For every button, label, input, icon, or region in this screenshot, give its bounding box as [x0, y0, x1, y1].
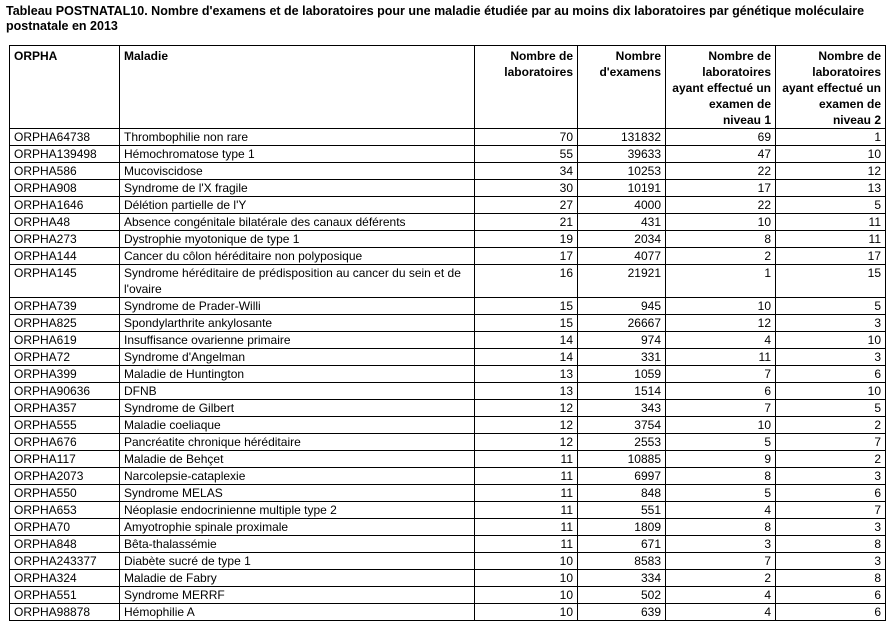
cell-orpha: ORPHA908 [10, 180, 120, 197]
cell-nombre-examens: 848 [578, 485, 666, 502]
table-row [10, 163, 886, 180]
cell-niveau-2: 7 [776, 502, 886, 519]
cell-maladie: Spondylarthrite ankylosante [120, 315, 475, 332]
cell-niveau-2: 8 [776, 536, 886, 553]
cell-nombre-examens: 1059 [578, 366, 666, 383]
table-row [10, 349, 886, 366]
cell-nombre-examens: 3754 [578, 417, 666, 434]
cell-maladie: Hémophilie A [120, 604, 475, 621]
cell-niveau-1: 10 [666, 214, 776, 231]
cell-orpha: ORPHA324 [10, 570, 120, 587]
cell-maladie: Cancer du côlon héréditaire non polyposique [120, 248, 475, 265]
cell-niveau-1: 2 [666, 570, 776, 587]
cell-nombre-examens: 6997 [578, 468, 666, 485]
cell-orpha: ORPHA243377 [10, 553, 120, 570]
cell-orpha: ORPHA399 [10, 366, 120, 383]
cell-orpha: ORPHA144 [10, 248, 120, 265]
table-body [10, 129, 886, 621]
table-row [10, 265, 886, 298]
cell-maladie: Maladie de Behçet [120, 451, 475, 468]
table-row [10, 383, 886, 400]
cell-niveau-2: 12 [776, 163, 886, 180]
cell-maladie: Maladie de Huntington [120, 366, 475, 383]
cell-nombre-laboratoires: 30 [475, 180, 578, 197]
cell-nombre-laboratoires: 10 [475, 604, 578, 621]
cell-orpha: ORPHA117 [10, 451, 120, 468]
cell-orpha: ORPHA848 [10, 536, 120, 553]
cell-nombre-laboratoires: 12 [475, 417, 578, 434]
cell-maladie: Syndrome de l'X fragile [120, 180, 475, 197]
cell-niveau-2: 11 [776, 231, 886, 248]
cell-orpha: ORPHA139498 [10, 146, 120, 163]
cell-nombre-laboratoires: 10 [475, 587, 578, 604]
cell-orpha: ORPHA145 [10, 265, 120, 298]
cell-nombre-examens: 431 [578, 214, 666, 231]
table-row [10, 434, 886, 451]
table-row [10, 417, 886, 434]
table-row [10, 451, 886, 468]
header-nombre-examens: Nombre d'examens [578, 46, 666, 129]
cell-niveau-1: 69 [666, 129, 776, 146]
cell-niveau-1: 10 [666, 298, 776, 315]
cell-niveau-1: 4 [666, 604, 776, 621]
cell-niveau-1: 4 [666, 502, 776, 519]
cell-niveau-1: 22 [666, 163, 776, 180]
header-row [10, 46, 886, 129]
cell-nombre-laboratoires: 13 [475, 383, 578, 400]
cell-maladie: Syndrome MERRF [120, 587, 475, 604]
cell-orpha: ORPHA653 [10, 502, 120, 519]
cell-niveau-1: 12 [666, 315, 776, 332]
cell-orpha: ORPHA739 [10, 298, 120, 315]
cell-maladie: DFNB [120, 383, 475, 400]
cell-nombre-laboratoires: 11 [475, 468, 578, 485]
cell-orpha: ORPHA72 [10, 349, 120, 366]
cell-niveau-2: 3 [776, 519, 886, 536]
table-row [10, 315, 886, 332]
cell-nombre-examens: 26667 [578, 315, 666, 332]
cell-maladie: Dystrophie myotonique de type 1 [120, 231, 475, 248]
cell-nombre-examens: 39633 [578, 146, 666, 163]
table-row [10, 197, 886, 214]
table-row [10, 146, 886, 163]
header-orpha: ORPHA [10, 46, 120, 129]
cell-nombre-examens: 1514 [578, 383, 666, 400]
cell-orpha: ORPHA98878 [10, 604, 120, 621]
cell-niveau-1: 4 [666, 587, 776, 604]
cell-nombre-examens: 331 [578, 349, 666, 366]
cell-niveau-2: 10 [776, 332, 886, 349]
cell-orpha: ORPHA551 [10, 587, 120, 604]
cell-nombre-laboratoires: 70 [475, 129, 578, 146]
table-row [10, 468, 886, 485]
cell-niveau-2: 6 [776, 587, 886, 604]
table-row [10, 536, 886, 553]
cell-niveau-2: 2 [776, 451, 886, 468]
cell-maladie: Syndrome d'Angelman [120, 349, 475, 366]
cell-niveau-2: 3 [776, 553, 886, 570]
cell-niveau-1: 10 [666, 417, 776, 434]
cell-niveau-2: 17 [776, 248, 886, 265]
cell-niveau-1: 5 [666, 485, 776, 502]
cell-nombre-examens: 2034 [578, 231, 666, 248]
cell-nombre-laboratoires: 11 [475, 502, 578, 519]
table-row [10, 129, 886, 146]
cell-maladie: Absence congénitale bilatérale des canaux déférents [120, 214, 475, 231]
cell-orpha: ORPHA676 [10, 434, 120, 451]
cell-niveau-2: 3 [776, 468, 886, 485]
cell-nombre-laboratoires: 16 [475, 265, 578, 298]
cell-nombre-laboratoires: 34 [475, 163, 578, 180]
cell-nombre-laboratoires: 11 [475, 536, 578, 553]
cell-niveau-2: 2 [776, 417, 886, 434]
cell-nombre-laboratoires: 10 [475, 553, 578, 570]
cell-orpha: ORPHA550 [10, 485, 120, 502]
cell-orpha: ORPHA825 [10, 315, 120, 332]
table-row [10, 214, 886, 231]
cell-niveau-1: 7 [666, 366, 776, 383]
cell-maladie: Syndrome de Prader-Willi [120, 298, 475, 315]
cell-niveau-2: 6 [776, 485, 886, 502]
table-row [10, 332, 886, 349]
cell-maladie: Syndrome MELAS [120, 485, 475, 502]
cell-nombre-examens: 2553 [578, 434, 666, 451]
cell-niveau-2: 13 [776, 180, 886, 197]
cell-niveau-2: 8 [776, 570, 886, 587]
caption-text: Nombre d'examens et de laboratoires pour une maladie étudiée par au moins dix laboratoires par génétique moléculaire postnatale en 2013 [6, 4, 865, 33]
cell-nombre-laboratoires: 12 [475, 434, 578, 451]
cell-orpha: ORPHA555 [10, 417, 120, 434]
cell-maladie: Amyotrophie spinale proximale [120, 519, 475, 536]
cell-orpha: ORPHA357 [10, 400, 120, 417]
cell-orpha: ORPHA273 [10, 231, 120, 248]
cell-orpha: ORPHA70 [10, 519, 120, 536]
cell-maladie: Narcolepsie-cataplexie [120, 468, 475, 485]
table-row [10, 604, 886, 621]
cell-orpha: ORPHA586 [10, 163, 120, 180]
cell-niveau-1: 7 [666, 400, 776, 417]
cell-niveau-2: 10 [776, 146, 886, 163]
cell-maladie: Insuffisance ovarienne primaire [120, 332, 475, 349]
cell-nombre-examens: 945 [578, 298, 666, 315]
table-row [10, 366, 886, 383]
cell-nombre-examens: 671 [578, 536, 666, 553]
cell-orpha: ORPHA64738 [10, 129, 120, 146]
cell-nombre-laboratoires: 15 [475, 298, 578, 315]
cell-maladie: Syndrome héréditaire de prédisposition au cancer du sein et de l'ovaire [120, 265, 475, 298]
cell-niveau-2: 10 [776, 383, 886, 400]
cell-nombre-laboratoires: 14 [475, 349, 578, 366]
cell-niveau-2: 5 [776, 400, 886, 417]
cell-orpha: ORPHA1646 [10, 197, 120, 214]
cell-nombre-examens: 21921 [578, 265, 666, 298]
cell-maladie: Néoplasie endocrinienne multiple type 2 [120, 502, 475, 519]
table-row [10, 485, 886, 502]
cell-nombre-examens: 334 [578, 570, 666, 587]
cell-niveau-2: 7 [776, 434, 886, 451]
cell-nombre-examens: 974 [578, 332, 666, 349]
cell-nombre-laboratoires: 21 [475, 214, 578, 231]
cell-niveau-1: 3 [666, 536, 776, 553]
cell-niveau-2: 3 [776, 349, 886, 366]
cell-nombre-laboratoires: 11 [475, 451, 578, 468]
cell-nombre-laboratoires: 13 [475, 366, 578, 383]
cell-maladie: Maladie coeliaque [120, 417, 475, 434]
cell-niveau-1: 47 [666, 146, 776, 163]
cell-nombre-laboratoires: 14 [475, 332, 578, 349]
cell-niveau-2: 3 [776, 315, 886, 332]
cell-nombre-laboratoires: 10 [475, 570, 578, 587]
header-nombre-laboratoires: Nombre de laboratoires [475, 46, 578, 129]
cell-maladie: Hémochromatose type 1 [120, 146, 475, 163]
cell-nombre-examens: 8583 [578, 553, 666, 570]
table-row [10, 248, 886, 265]
table-row [10, 231, 886, 248]
cell-maladie: Bêta-thalassémie [120, 536, 475, 553]
cell-niveau-2: 6 [776, 366, 886, 383]
cell-orpha: ORPHA48 [10, 214, 120, 231]
cell-nombre-examens: 131832 [578, 129, 666, 146]
cell-niveau-1: 11 [666, 349, 776, 366]
cell-maladie: Diabète sucré de type 1 [120, 553, 475, 570]
caption-prefix: Tableau POSTNATAL10. [6, 4, 148, 18]
table-row [10, 519, 886, 536]
cell-nombre-examens: 10885 [578, 451, 666, 468]
cell-nombre-examens: 551 [578, 502, 666, 519]
cell-orpha: ORPHA90636 [10, 383, 120, 400]
cell-niveau-2: 5 [776, 197, 886, 214]
cell-maladie: Maladie de Fabry [120, 570, 475, 587]
table-row [10, 587, 886, 604]
cell-nombre-laboratoires: 55 [475, 146, 578, 163]
cell-niveau-1: 2 [666, 248, 776, 265]
cell-niveau-1: 8 [666, 231, 776, 248]
cell-niveau-1: 6 [666, 383, 776, 400]
cell-niveau-1: 8 [666, 468, 776, 485]
cell-maladie: Syndrome de Gilbert [120, 400, 475, 417]
cell-nombre-examens: 343 [578, 400, 666, 417]
cell-maladie: Délétion partielle de l'Y [120, 197, 475, 214]
table-row [10, 400, 886, 417]
cell-orpha: ORPHA2073 [10, 468, 120, 485]
cell-niveau-1: 8 [666, 519, 776, 536]
cell-nombre-examens: 639 [578, 604, 666, 621]
cell-niveau-2: 15 [776, 265, 886, 298]
cell-nombre-laboratoires: 11 [475, 519, 578, 536]
cell-nombre-examens: 10253 [578, 163, 666, 180]
cell-nombre-laboratoires: 19 [475, 231, 578, 248]
cell-niveau-1: 17 [666, 180, 776, 197]
cell-maladie: Mucoviscidose [120, 163, 475, 180]
cell-niveau-1: 4 [666, 332, 776, 349]
header-niveau-2: Nombre de laboratoires ayant effectué un examen de niveau 2 [776, 46, 886, 129]
cell-nombre-examens: 502 [578, 587, 666, 604]
cell-niveau-1: 7 [666, 553, 776, 570]
data-table [9, 45, 886, 621]
cell-niveau-2: 5 [776, 298, 886, 315]
table-row [10, 553, 886, 570]
cell-nombre-examens: 4077 [578, 248, 666, 265]
cell-nombre-examens: 1809 [578, 519, 666, 536]
cell-niveau-2: 1 [776, 129, 886, 146]
cell-orpha: ORPHA619 [10, 332, 120, 349]
cell-nombre-laboratoires: 15 [475, 315, 578, 332]
cell-nombre-laboratoires: 17 [475, 248, 578, 265]
cell-niveau-1: 1 [666, 265, 776, 298]
header-maladie: Maladie [120, 46, 475, 129]
cell-niveau-1: 9 [666, 451, 776, 468]
table-row [10, 180, 886, 197]
cell-nombre-laboratoires: 12 [475, 400, 578, 417]
cell-niveau-2: 6 [776, 604, 886, 621]
cell-niveau-1: 5 [666, 434, 776, 451]
cell-nombre-examens: 4000 [578, 197, 666, 214]
cell-niveau-2: 11 [776, 214, 886, 231]
cell-nombre-laboratoires: 27 [475, 197, 578, 214]
cell-maladie: Thrombophilie non rare [120, 129, 475, 146]
table-row [10, 298, 886, 315]
header-niveau-1: Nombre de laboratoires ayant effectué un examen de niveau 1 [666, 46, 776, 129]
cell-nombre-examens: 10191 [578, 180, 666, 197]
table-row [10, 570, 886, 587]
cell-nombre-laboratoires: 11 [475, 485, 578, 502]
cell-maladie: Pancréatite chronique héréditaire [120, 434, 475, 451]
table-row [10, 502, 886, 519]
table-caption [6, 4, 886, 34]
cell-niveau-1: 22 [666, 197, 776, 214]
